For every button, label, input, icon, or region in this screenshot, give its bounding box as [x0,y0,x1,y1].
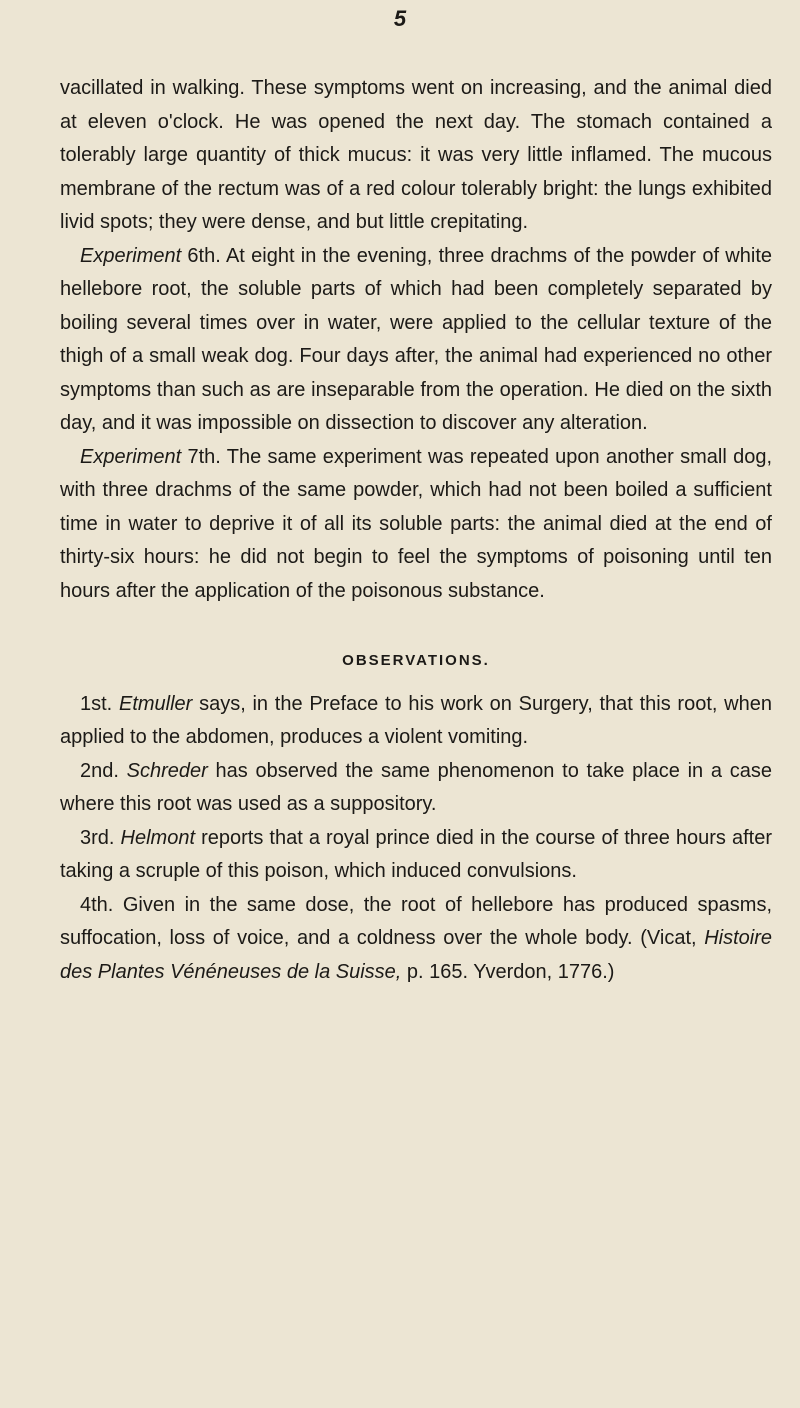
observation-prefix: 4th. Given in the same dose, the root of hellebore has produced spasms, suffocation, loss of voice, and a coldness over the whole body. (Vicat, [60,893,772,949]
paragraph [60,72,772,240]
observation-4 [60,889,772,990]
observation-text: says, in the Preface to his work on Surgery, that this root, when applied to the abdomen, produces a violent vomiting. [60,692,772,748]
body-text [60,72,772,989]
observation-prefix: 1st. [80,692,119,715]
observation-author: Schreder [126,759,208,782]
observation-text: has observed the same phenomenon to take place in a case where this root was used as a suppository. [60,759,772,815]
observation-3 [60,822,772,889]
observation-1 [60,688,772,755]
paragraph-experiment-6 [60,240,772,441]
observation-text: p. 165. Yverdon, 1776.) [401,960,615,983]
observation-author: Helmont [120,826,196,849]
paragraph-text: 6th. At eight in the evening, three drachms of the powder of white hellebore root, the soluble parts of which had been completely separated by boiling several times over in water, were applied to the cellular texture of the thigh of a small weak dog. Four days after, the animal had experienced no other symptoms than such as are inseparable from the operation. He died on the sixth day, and it was impossible on dissection to discover any alteration. [60,244,772,434]
observation-author: Etmuller [118,692,193,715]
paragraph-text: vacillated in walking. These symptoms went on increasing, and the animal died at eleven o'clock. He was opened the next day. The stomach contained a tolerably large quantity of thick mucus: it was very little inflamed. The mucous membrane of the rectum was of a red colour tolerably bright: the lungs exhibited livid spots; they were dense, and but little crepitating. [60,77,772,233]
observations-heading: OBSERVATIONS. [342,652,490,669]
observation-2 [60,755,772,822]
paragraph-lead: Experiment [80,445,182,468]
observation-text: reports that a royal prince died in the course of three hours after taking a scruple of this poison, which induced convulsions. [60,826,773,882]
paragraph-experiment-7 [60,441,772,609]
observation-citation-title: Histoire des Plantes Vénéneuses de la Suisse, [60,927,772,983]
paragraph-lead: Experiment [80,244,182,267]
paragraph-text: 7th. The same experiment was repeated upon another small dog, with three drachms of the same powder, which had not been boiled a sufficient time in water to deprive it of all its soluble parts: the animal died at the end of thirty-six hours: he did not begin to feel the symptoms of poisoning until ten hours after the application of the poisonous substance. [60,445,772,602]
observation-prefix: 3rd. [80,826,121,849]
observation-prefix: 2nd. [80,759,127,782]
page-number: 5 [393,6,407,31]
